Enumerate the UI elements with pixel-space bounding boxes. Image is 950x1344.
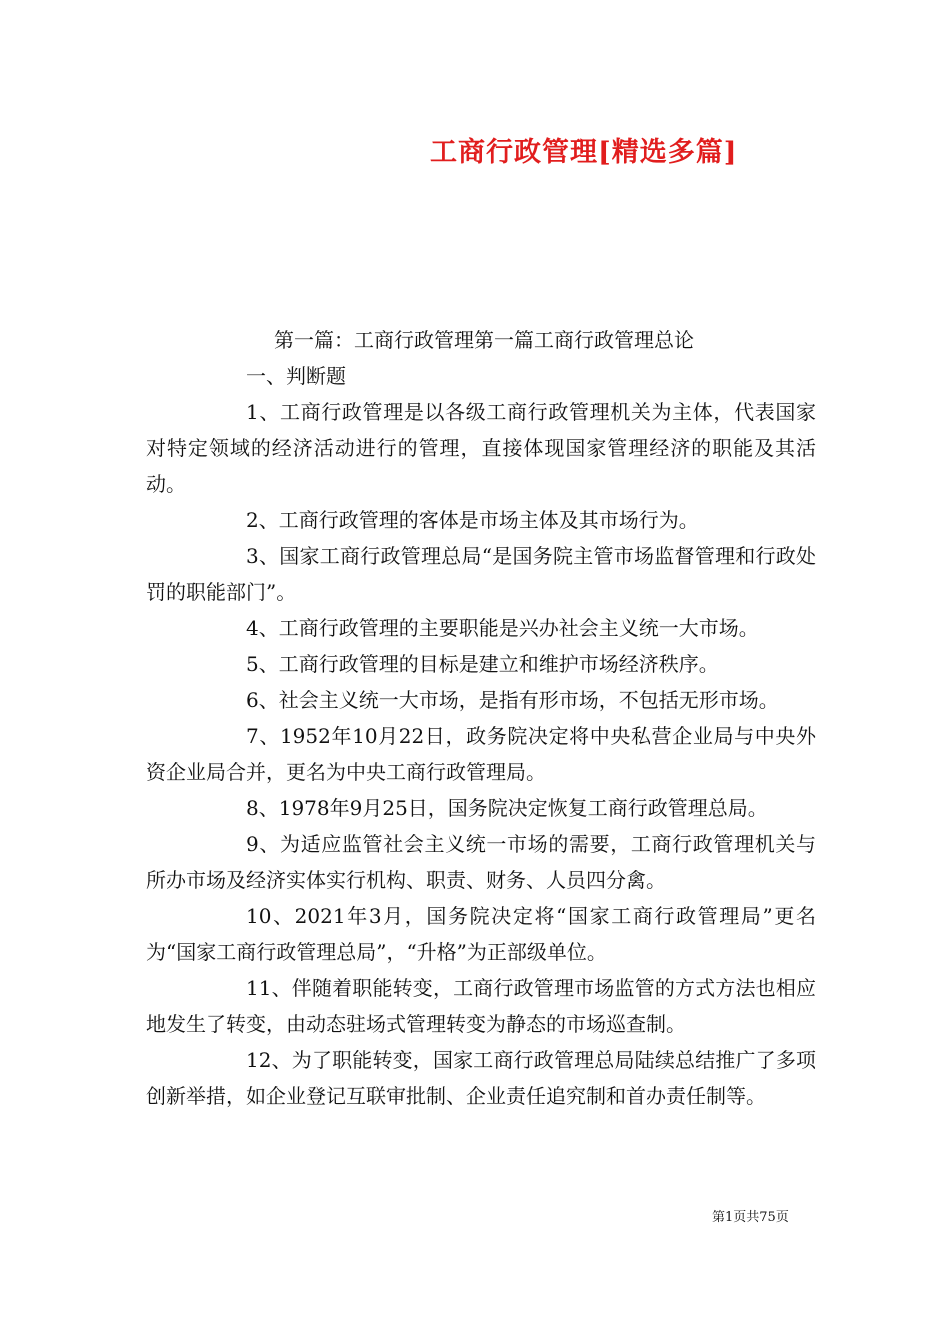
paragraph-item-3: 3、国家工商行政管理总局“是国务院主管市场监督管理和行政处罚的职能部门”。: [146, 544, 816, 604]
paragraph-item-2: 2、工商行政管理的客体是市场主体及其市场行为。: [246, 508, 699, 532]
paragraph-item-6: 6、社会主义统一大市场，是指有形市场，不包括无形市场。: [246, 688, 779, 712]
paragraph-item-5: 5、工商行政管理的目标是建立和维护市场经济秩序。: [246, 652, 719, 676]
section-heading: 一、判断题: [246, 364, 346, 388]
paragraph-item-1: 1、工商行政管理是以各级工商行政管理机关为主体，代表国家对特定领域的经济活动进行的管理，直接体现国家管理经济的职能及其活动。: [146, 400, 816, 496]
paragraph-item-7: 7、1952年10月22日，政务院决定将中央私营企业局与中央外资企业局合并，更名为中央工商行政管理局。: [146, 724, 816, 784]
chapter-heading: 第一篇：工商行政管理第一篇工商行政管理总论: [274, 328, 694, 352]
document-body: [146, 322, 816, 1114]
paragraph-item-9: 9、为适应监管社会主义统一市场的需要，工商行政管理机关与所办市场及经济实体实行机构、职责、财务、人员四分禽。: [146, 832, 816, 892]
page-number: 第1页共75页: [712, 1210, 789, 1225]
document-title: 工商行政管理[精选多篇]: [430, 137, 738, 168]
paragraph-item-4: 4、工商行政管理的主要职能是兴办社会主义统一大市场。: [246, 616, 759, 640]
paragraph-item-11: 11、伴随着职能转变，工商行政管理市场监管的方式方法也相应地发生了转变，由动态驻场式管理转变为静态的市场巡查制。: [146, 976, 816, 1036]
paragraph-item-10: 10、2021年3月，国务院决定将“国家工商行政管理局”更名为“国家工商行政管理总局”，“升格”为正部级单位。: [146, 904, 816, 964]
paragraph-item-12: 12、为了职能转变，国家工商行政管理总局陆续总结推广了多项创新举措，如企业登记互联审批制、企业责任追究制和首办责任制等。: [146, 1048, 816, 1108]
paragraph-item-8: 8、1978年9月25日，国务院决定恢复工商行政管理总局。: [246, 796, 768, 820]
